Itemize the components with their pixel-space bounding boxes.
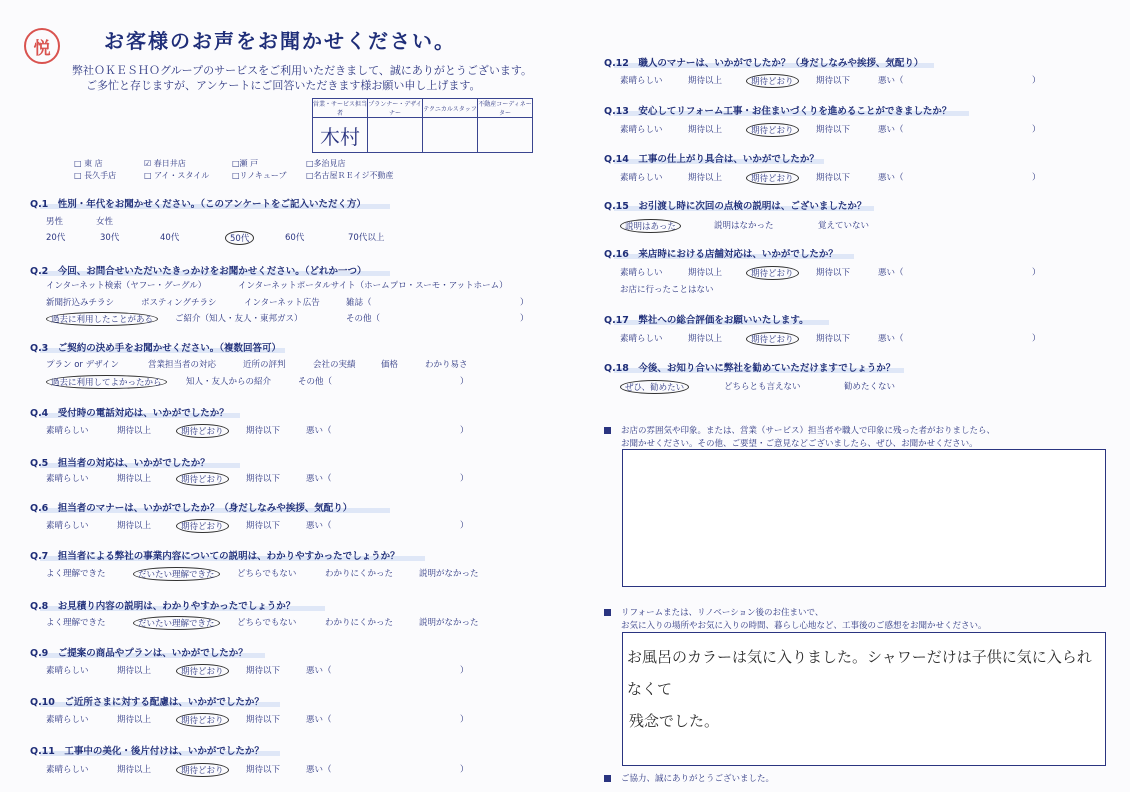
answer-paren-close: ） — [460, 521, 469, 531]
answer-option[interactable]: 期待以下 — [816, 268, 851, 278]
question-title: Q.4 受付時の電話対応は、いかがでしたか？ — [30, 408, 229, 419]
answer-option[interactable]: 悪い（ — [878, 334, 904, 344]
answer-option[interactable]: 悪い（ — [306, 521, 332, 531]
answer-paren-close: ） — [460, 377, 469, 387]
answer-option[interactable]: 雑誌（ — [346, 298, 372, 308]
question-title: Q.12 職人のマナーは、いかがでしたか？（身だしなみや挨拶、気配り） — [604, 58, 924, 69]
staff-technical-value[interactable] — [423, 118, 478, 153]
store-option[interactable]: □名古屋ＲＥイジ不動産 — [306, 171, 394, 180]
question-title: Q.15 お引渡し時に次回の点検の説明は、ございましたか？ — [604, 201, 867, 212]
staff-planner-value[interactable] — [368, 118, 423, 153]
intro-line-1: 弊社ＯＫＥＳＨＯグループのサービスをご利用いただきまして、誠にありがとうございます。 — [72, 64, 533, 77]
staff-table — [312, 98, 533, 153]
answer-option[interactable]: ぜひ、勧めたい — [620, 380, 689, 394]
question-title: Q.8 お見積り内容の説明は、わかりやすかったでしょうか？ — [30, 601, 296, 612]
bullet-square-icon — [604, 427, 611, 434]
answer-paren-close: ） — [460, 666, 469, 676]
answer-option[interactable]: 期待以下 — [816, 125, 851, 135]
answer-option[interactable]: 期待どおり — [176, 664, 229, 678]
staff-header: プランナー・デザイナー — [368, 99, 423, 118]
question-title: Q.1 性別・年代をお聞かせください。（このアンケートをご記入いただく方） — [30, 199, 366, 210]
answer-option[interactable]: 期待以上 — [688, 76, 723, 86]
answer-paren-close: ） — [1032, 334, 1041, 344]
staff-sales-value[interactable]: 木村 — [313, 118, 368, 153]
question-title: Q.17 弊社への総合評価をお願いいたします。 — [604, 315, 809, 326]
answer-option[interactable]: 期待以下 — [246, 765, 281, 775]
answer-option[interactable]: だいたい理解できた — [133, 616, 220, 630]
answer-option[interactable]: 期待どおり — [746, 74, 799, 88]
answer-option[interactable]: 期待以下 — [816, 173, 851, 183]
question-title: Q.5 担当者の対応は、いかがでしたか？ — [30, 458, 210, 469]
answer-option[interactable]: 期待どおり — [176, 472, 229, 486]
answer-option[interactable]: 期待どおり — [176, 519, 229, 533]
answer-option[interactable]: 期待以上 — [117, 666, 152, 676]
staff-header: テクニカルスタッフ — [423, 99, 478, 118]
answer-option[interactable]: どちらとも言えない — [724, 382, 801, 392]
answer-option[interactable]: 悪い（ — [306, 474, 332, 484]
question-title: Q.7 担当者による弊社の事業内容についての説明は、わかりやすかったでしょうか？ — [30, 551, 400, 562]
answer-option[interactable]: 新聞折込みチラシ — [46, 298, 115, 308]
answer-option[interactable]: 素晴らしい — [620, 125, 663, 135]
answer-option[interactable]: 近所の評判 — [243, 360, 286, 370]
answer-option[interactable]: どちらでもない — [237, 569, 297, 579]
question-title: Q.6 担当者のマナーは、いかがでしたか？（身だしなみや挨拶、気配り） — [30, 503, 353, 514]
question-title: Q.16 来店時における店舗対応は、いかがでしたか？ — [604, 249, 838, 260]
answer-option[interactable]: 期待以上 — [117, 765, 152, 775]
answer-option[interactable]: 期待以下 — [246, 521, 281, 531]
store-option[interactable]: □リノキューブ — [232, 171, 287, 180]
answer-option[interactable]: 50代 — [225, 231, 254, 245]
company-seal: 悦 — [24, 28, 60, 64]
answer-option[interactable]: 会社の実績 — [313, 360, 356, 370]
store-option[interactable]: □瀬 戸 — [232, 159, 259, 168]
answer-option[interactable]: インターネットポータルサイト（ホームプロ・スーモ・アットホーム） — [238, 281, 508, 291]
answer-paren-close: ） — [1032, 76, 1041, 86]
answer-option[interactable]: 期待以下 — [246, 666, 281, 676]
answer-option[interactable]: 勧めたくない — [844, 382, 896, 392]
answer-option[interactable]: わかりにくかった — [325, 569, 394, 579]
answer-option[interactable]: 期待以下 — [816, 76, 851, 86]
answer-option[interactable]: 男性 — [46, 217, 64, 227]
answer-option[interactable]: 悪い（ — [306, 765, 332, 775]
answer-option[interactable]: インターネット検索（ヤフー・グーグル） — [46, 281, 207, 291]
answer-option[interactable]: 期待以下 — [246, 426, 281, 436]
answer-option[interactable]: 素晴らしい — [46, 765, 89, 775]
answer-option[interactable]: 説明がなかった — [419, 618, 479, 628]
answer-paren-close: ） — [520, 314, 529, 324]
comment-2-answer-line-2: 残念でした。 — [629, 712, 720, 730]
page-title: お客様のお声をお聞かせください。 — [104, 29, 456, 53]
answer-option[interactable]: 悪い（ — [878, 268, 904, 278]
comment-1-prompt-line-2: お聞かせください。その他、ご要望・ご意見などございましたら、ぜひ、お聞かせください。 — [621, 439, 978, 449]
question-title: Q.13 安心してリフォーム工事・お住まいづくりを進めることができましたか？ — [604, 106, 952, 117]
answer-option[interactable]: 覚えていない — [818, 221, 870, 231]
answer-paren-close: ） — [460, 474, 469, 484]
answer-paren-close: ） — [460, 715, 469, 725]
intro-line-2: ご多忙と存じますが、アンケートにご回答いただきます様お願い申し上げます。 — [86, 79, 481, 92]
store-option[interactable]: □ 東 店 — [74, 159, 103, 168]
store-option[interactable]: □多治見店 — [306, 159, 346, 168]
answer-option[interactable]: 期待どおり — [746, 123, 799, 137]
staff-realestate-value[interactable] — [478, 118, 533, 153]
answer-option[interactable]: 説明がなかった — [419, 569, 479, 579]
question-title: Q.11 工事中の美化・後片付けは、いかがでしたか？ — [30, 746, 264, 757]
answer-option[interactable]: 期待以上 — [688, 268, 723, 278]
answer-option[interactable]: 素晴らしい — [46, 715, 89, 725]
store-option[interactable]: □ アイ・スタイル — [144, 171, 210, 180]
answer-option[interactable]: 期待どおり — [746, 266, 799, 280]
answer-option[interactable]: 説明はあった — [620, 219, 681, 233]
answer-option[interactable]: 70代以上 — [348, 233, 385, 243]
answer-paren-close: ） — [1032, 125, 1041, 135]
comment-2-prompt-line-2: お気に入りの場所やお気に入りの時間、暮らし心地など、工事後のご感想をお聞かせください。 — [621, 621, 987, 631]
answer-option[interactable]: 悪い（ — [878, 125, 904, 135]
answer-option[interactable]: 素晴らしい — [620, 334, 663, 344]
answer-paren-close: ） — [520, 298, 529, 308]
answer-paren-close: ） — [460, 765, 469, 775]
answer-option[interactable]: 40代 — [160, 233, 180, 243]
answer-option[interactable]: 期待以下 — [246, 715, 281, 725]
footer-thanks: ご協力、誠にありがとうございました。 — [604, 772, 774, 784]
question-title: Q.9 ご提案の商品やプランは、いかがでしたか？ — [30, 648, 248, 659]
answer-option[interactable]: 30代 — [100, 233, 120, 243]
answer-option[interactable]: インターネット広告 — [244, 298, 320, 308]
answer-option[interactable]: 悪い（ — [306, 666, 332, 676]
answer-option[interactable]: よく理解できた — [46, 569, 106, 579]
answer-option[interactable]: 60代 — [285, 233, 305, 243]
answer-option[interactable]: 素晴らしい — [620, 268, 663, 278]
answer-option[interactable]: 期待どおり — [746, 171, 799, 185]
answer-paren-close: ） — [1032, 268, 1041, 278]
answer-option[interactable]: わかり易さ — [425, 360, 468, 370]
answer-option[interactable]: 期待どおり — [176, 424, 229, 438]
comment-2-box[interactable] — [622, 632, 1106, 766]
answer-option[interactable]: わかりにくかった — [325, 618, 394, 628]
answer-option[interactable]: 過去に利用してよかったから — [46, 375, 167, 389]
answer-option[interactable]: 説明はなかった — [714, 221, 774, 231]
answer-option[interactable]: 悪い（ — [878, 173, 904, 183]
answer-option[interactable]: 期待どおり — [176, 763, 229, 777]
answer-option[interactable]: 期待以上 — [688, 125, 723, 135]
answer-option[interactable]: 素晴らしい — [46, 666, 89, 676]
answer-option[interactable]: だいたい理解できた — [133, 567, 220, 581]
comment-1-box[interactable] — [622, 449, 1106, 587]
answer-option[interactable]: 期待以上 — [117, 426, 152, 436]
answer-option[interactable]: ご紹介（知人・友人・東邦ガス） — [175, 314, 303, 324]
answer-option[interactable]: 期待以上 — [117, 715, 152, 725]
answer-option[interactable]: 素晴らしい — [46, 474, 89, 484]
answer-option[interactable]: 素晴らしい — [46, 521, 89, 531]
answer-option[interactable]: ポスティングチラシ — [141, 298, 217, 308]
answer-option[interactable]: 悪い（ — [878, 76, 904, 86]
question-title: Q.18 今後、お知り合いに弊社を勧めていただけますでしょうか？ — [604, 363, 896, 374]
answer-option[interactable]: 期待以上 — [688, 173, 723, 183]
answer-option[interactable]: 期待以上 — [117, 474, 152, 484]
question-title: Q.10 ご近所さまに対する配慮は、いかがでしたか？ — [30, 697, 264, 708]
answer-option[interactable]: 20代 — [46, 233, 66, 243]
answer-option[interactable]: 期待どおり — [746, 332, 799, 346]
answer-paren-close: ） — [460, 426, 469, 436]
store-option[interactable]: ☑ 春日井店 — [144, 159, 186, 168]
bullet-square-icon — [604, 609, 611, 616]
answer-option[interactable]: 知人・友人からの紹介 — [186, 377, 272, 387]
question-title: Q.2 今回、お問合せいただいたきっかけをお聞かせください。（どれか一つ） — [30, 266, 367, 277]
answer-option[interactable]: お店に行ったことはない — [620, 285, 714, 295]
answer-option[interactable]: 悪い（ — [306, 715, 332, 725]
answer-option[interactable]: 過去に利用したことがある — [46, 312, 158, 326]
answer-option[interactable]: 期待どおり — [176, 713, 229, 727]
answer-option[interactable]: 素晴らしい — [46, 426, 89, 436]
comment-2-answer-line-1: お風呂のカラーは気に入りました。シャワーだけは子供に気に入られなくて — [627, 648, 1092, 698]
answer-option[interactable]: 期待以上 — [117, 521, 152, 531]
answer-option[interactable]: 営業担当者の対応 — [148, 360, 217, 370]
staff-header: 営業・サービス担当者 — [313, 99, 368, 118]
answer-option[interactable]: 期待以上 — [688, 334, 723, 344]
bullet-square-icon — [604, 775, 611, 782]
answer-option[interactable]: 期待以下 — [816, 334, 851, 344]
question-title: Q.3 ご契約の決め手をお聞かせください。（複数回答可） — [30, 343, 282, 354]
comment-2-prompt-line-1: リフォームまたは、リノベーション後のお住まいで、 — [604, 606, 823, 618]
answer-option[interactable]: プラン or デザイン — [46, 360, 120, 370]
answer-paren-close: ） — [1032, 173, 1041, 183]
answer-option[interactable]: その他（ — [346, 314, 381, 324]
answer-option[interactable]: 期待以下 — [246, 474, 281, 484]
answer-option[interactable]: その他（ — [298, 377, 333, 387]
answer-option[interactable]: よく理解できた — [46, 618, 106, 628]
answer-option[interactable]: 素晴らしい — [620, 76, 663, 86]
answer-option[interactable]: どちらでもない — [237, 618, 297, 628]
question-title: Q.14 工事の仕上がり具合は、いかがでしたか？ — [604, 154, 819, 165]
staff-header: 不動産コーディネーター — [478, 99, 533, 118]
answer-option[interactable]: 女性 — [96, 217, 114, 227]
answer-option[interactable]: 価格 — [381, 360, 399, 370]
answer-option[interactable]: 素晴らしい — [620, 173, 663, 183]
comment-1-prompt-line-1: お店の雰囲気や印象。または、営業（サービス）担当者や職人で印象に残った者がおりましたら、 — [604, 424, 995, 436]
store-option[interactable]: □ 長久手店 — [74, 171, 117, 180]
answer-option[interactable]: 悪い（ — [306, 426, 332, 436]
